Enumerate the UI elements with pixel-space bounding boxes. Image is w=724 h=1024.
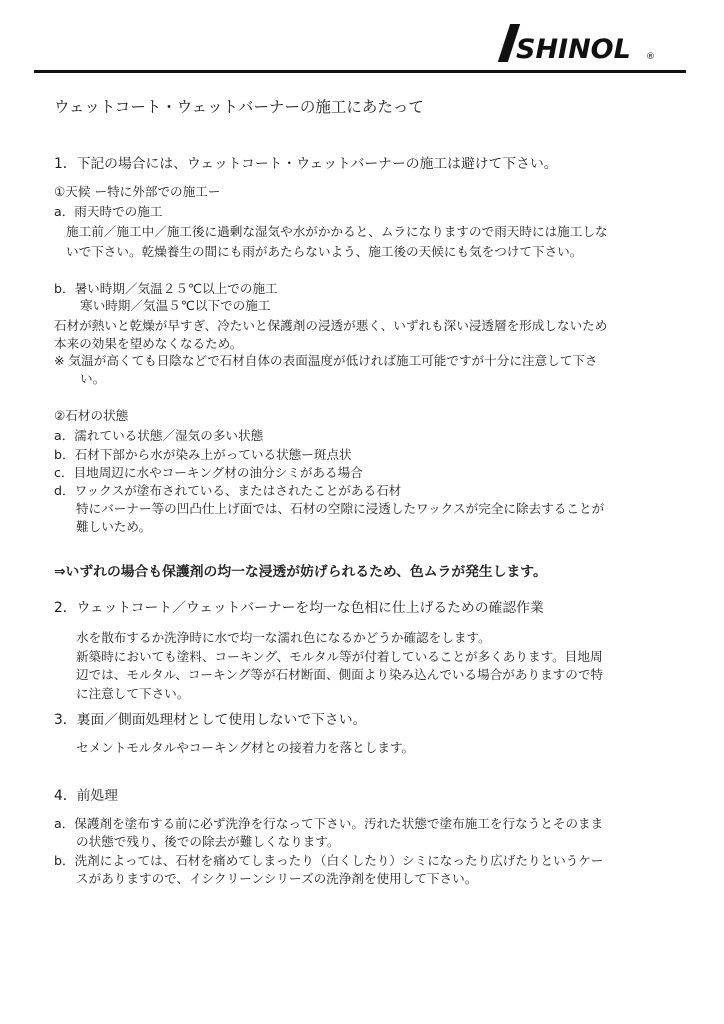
text-line: 辺では、モルタル、コーキング等が石材断面、側面より染み込んでいる場合がありますので特 [76,667,604,682]
text-line: 石材が熱いと乾燥が早すぎ、冷たいと保護剤の浸透が悪く、いずれも深い浸透層を形成しないため [54,318,608,333]
text-line: 水を散布するか洗浄時に水で均一な濡れ色になるかどうか確認をします。 [76,630,491,645]
text-line: ⇒いずれの場合も保護剤の均一な浸透が妨げられるため、色ムラが発生します。 [54,564,547,580]
text-line: 新築時においても塗料、コーキング、モルタル等が付着していることが多くあります。目地周 [76,649,603,664]
text-line: c．目地周辺に水やコーキング材の油分シミがある場合 [54,465,363,480]
text-line: b．石材下部から水が染み上がっている状態ー斑点状 [54,447,352,462]
logo-text: SHINOL [516,34,631,65]
text-line: d．ワックスが塗布されている、またはされたことがある石材 [54,483,402,498]
text-line: ①天候 ー特に外部での施工ー [54,184,221,199]
header-rule [34,70,686,73]
text-line: a．保護剤を塗布する前に必ず洗浄を行なって下さい。汚れた状態で塗布施工を行なうとそのまま [54,816,604,831]
text-line: 施工前／施工中／施工後に過剰な湿気や水がかかると、ムラになりますので雨天時には施工しな [66,224,608,239]
page-title: ウェットコート・ウェットバーナーの施工にあたって [54,98,424,116]
text-line: の状態で残り、後での除去が難しくなります。 [76,834,340,849]
text-line: 1．下記の場合には、ウェットコート・ウェットバーナーの施工は避けて下さい。 [54,156,558,172]
text-line: a．濡れている状態／湿気の多い状態 [54,428,264,443]
text-line: 2．ウェットコート／ウェットバーナーを均一な色相に仕上げるための確認作業 [54,600,544,616]
text-line: b．洗剤によっては、石材を痛めてしまったり（白くしたり）シミになったり広げたりというケー [54,853,604,868]
text-line: 寒い時期／気温５℃以下での施工 [80,298,271,313]
text-line: セメントモルタルやコーキング材との接着力を落とします。 [76,740,415,755]
text-line: 難しいため。 [76,519,152,534]
text-line: ※ 気温が高くても日陰などで石材自体の表面温度が低ければ施工可能ですが十分に注意して下さ [54,353,598,368]
text-line: a．雨天時での施工 [54,204,163,219]
text-line: いで下さい。乾燥養生の間にも雨があたらないよう、施工後の天候にも気をつけて下さい。 [66,244,583,259]
text-line: b．暑い時期／気温２５℃以上での施工 [54,281,278,296]
text-line: 4．前処理 [54,788,118,804]
text-line: い。 [80,371,106,386]
text-line: スがありますので、イシクリーンシリーズの洗浄剤を使用して下さい。 [76,871,478,886]
text-line: ②石材の状態 [54,408,129,423]
text-line: 本来の効果を望めなくなるため。 [54,336,243,351]
text-line: に注意して下さい。 [76,686,190,701]
text-line: 3．裏面／側面処理材として使用しないで下さい。 [54,712,367,728]
ishinol-logo [498,22,658,68]
text-line: 特にバーナー等の凹凸仕上げ面では、石材の空隙に浸透したワックスが完全に除去することが [76,501,605,516]
registered-mark: ® [646,52,655,62]
